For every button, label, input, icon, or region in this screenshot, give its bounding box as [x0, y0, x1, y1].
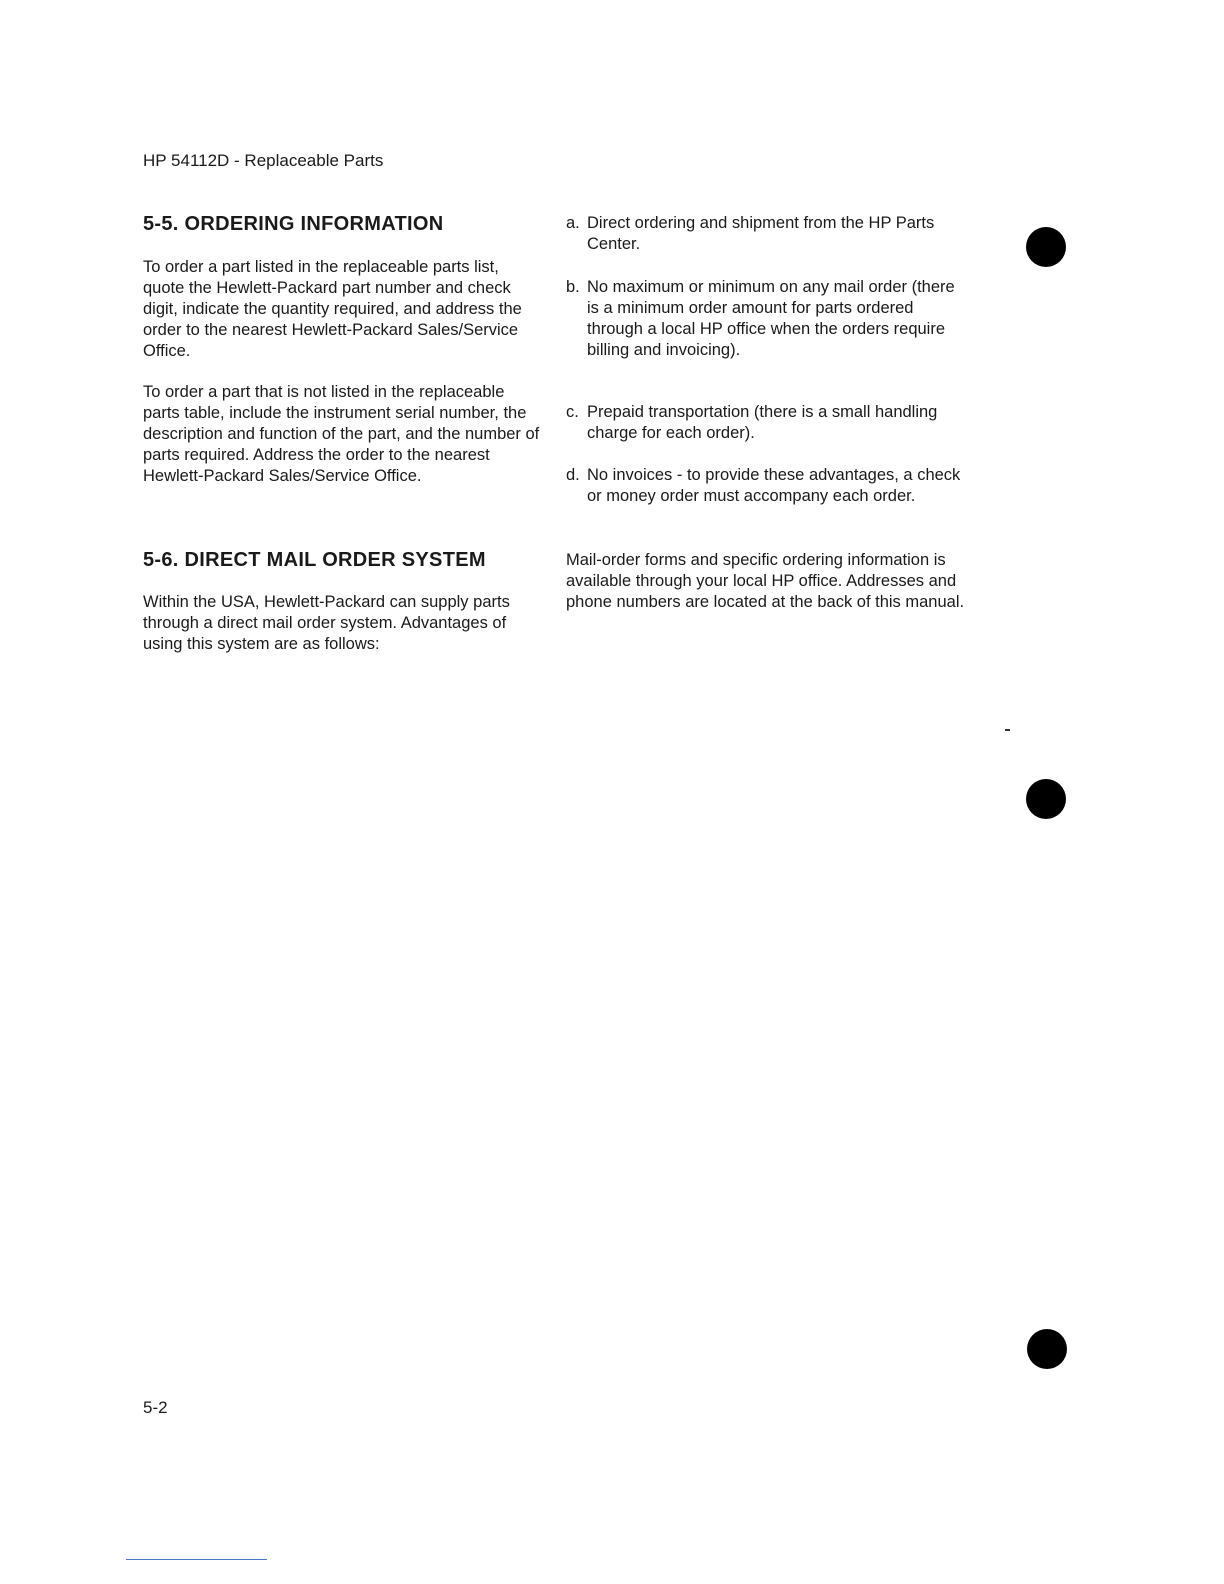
list-marker: b. — [566, 278, 580, 296]
paragraph-mail-order-forms: Mail-order forms and specific ordering information is available through your local HP office. Addresses and phone numbers are located at the back of this manual. — [566, 551, 965, 611]
page-header: HP 54112D - Replaceable Parts — [143, 151, 384, 170]
binder-hole-middle — [1026, 779, 1066, 819]
list-item-advantage-a — [566, 213, 966, 255]
section-title-ordering-information: 5-5. ORDERING INFORMATION — [143, 213, 444, 235]
binder-hole-bottom — [1027, 1329, 1067, 1369]
list-item-advantage-d — [566, 465, 966, 507]
list-marker: c. — [566, 403, 579, 421]
list-marker: a. — [566, 214, 580, 232]
list-item-advantage-b — [566, 277, 966, 361]
page-number: 5-2 — [143, 1398, 168, 1417]
list-item-advantage-c — [566, 402, 966, 444]
bottom-rule — [126, 1559, 267, 1560]
scan-speck — [1005, 729, 1010, 731]
list-item-text: Direct ordering and shipment from the HP Parts Center. — [587, 214, 935, 253]
list-item-text: No maximum or minimum on any mail order (there is a minimum order amount for parts ordered through a local HP office when the orders require billing and invoicing). — [587, 278, 955, 359]
paragraph-ordering-listed-part: To order a part listed in the replaceable parts list, quote the Hewlett-Packard part number and check digit, indicate the quantity required, and address the order to the nearest Hewlett-Packard Sales/Service Office. — [143, 258, 522, 360]
paragraph-ordering-unlisted-part: To order a part that is not listed in the replaceable parts table, include the instrument serial number, the description and function of the part, and the number of parts required. Address the order to the nearest Hewlett-Packard Sales/Service Office. — [143, 383, 540, 485]
list-item-text: Prepaid transportation (there is a small handling charge for each order). — [587, 403, 938, 442]
list-item-text: No invoices - to provide these advantages, a check or money order must accompany each order. — [587, 466, 961, 505]
section-title-direct-mail-order: 5-6. DIRECT MAIL ORDER SYSTEM — [143, 549, 486, 571]
binder-hole-top — [1026, 227, 1066, 267]
paragraph-direct-mail-intro: Within the USA, Hewlett-Packard can supply parts through a direct mail order system. Advantages of using this system are as follows: — [143, 593, 510, 653]
list-marker: d. — [566, 466, 580, 484]
